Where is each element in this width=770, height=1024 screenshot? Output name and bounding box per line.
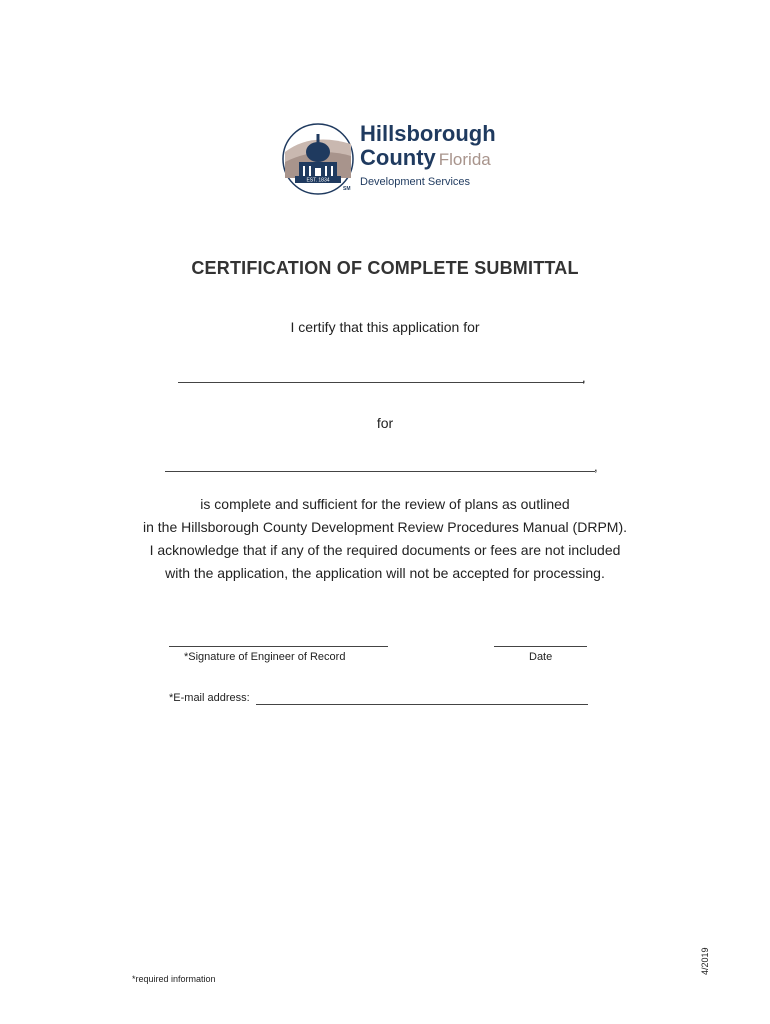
seal-text: EST. 1834 — [306, 177, 330, 184]
logo-wordmark — [360, 122, 496, 190]
logo-department: Development Services — [360, 176, 471, 188]
email-label: *E-mail address: — [169, 692, 250, 704]
date-field[interactable] — [494, 646, 587, 647]
logo-florida: Florida — [438, 150, 491, 169]
for-text: for — [376, 415, 394, 431]
statement-line: with the application, the application will not be accepted for processing. — [165, 565, 605, 581]
statement-line: I acknowledge that if any of the required documents or fees are not included — [149, 542, 621, 558]
county-seal-icon — [281, 122, 355, 196]
logo-line-county — [360, 146, 496, 172]
email-field[interactable] — [256, 704, 588, 705]
version-date: 4/2019 — [700, 947, 710, 975]
signature-field[interactable] — [169, 646, 388, 647]
statement-line: in the Hillsborough County Development Review Procedures Manual (DRPM). — [143, 519, 627, 535]
comma-2: , — [594, 459, 598, 474]
comma-1: , — [582, 370, 586, 385]
application-for-field[interactable] — [178, 382, 584, 383]
page-title: CERTIFICATION OF COMPLETE SUBMITTAL — [191, 258, 579, 278]
statement-line: is complete and sufficient for the review of plans as outlined — [200, 496, 570, 512]
logo-line-hillsborough: Hillsborough — [360, 121, 496, 146]
project-name-field[interactable] — [165, 471, 595, 472]
date-label: Date — [529, 651, 553, 663]
signature-label: *Signature of Engineer of Record — [184, 651, 346, 663]
service-mark: SM — [343, 186, 351, 192]
hillsborough-logo — [281, 122, 511, 196]
logo-county: County — [360, 145, 436, 170]
certification-statement — [0, 493, 770, 585]
intro-text: I certify that this application for — [290, 319, 480, 335]
required-footnote: *required information — [132, 974, 216, 984]
